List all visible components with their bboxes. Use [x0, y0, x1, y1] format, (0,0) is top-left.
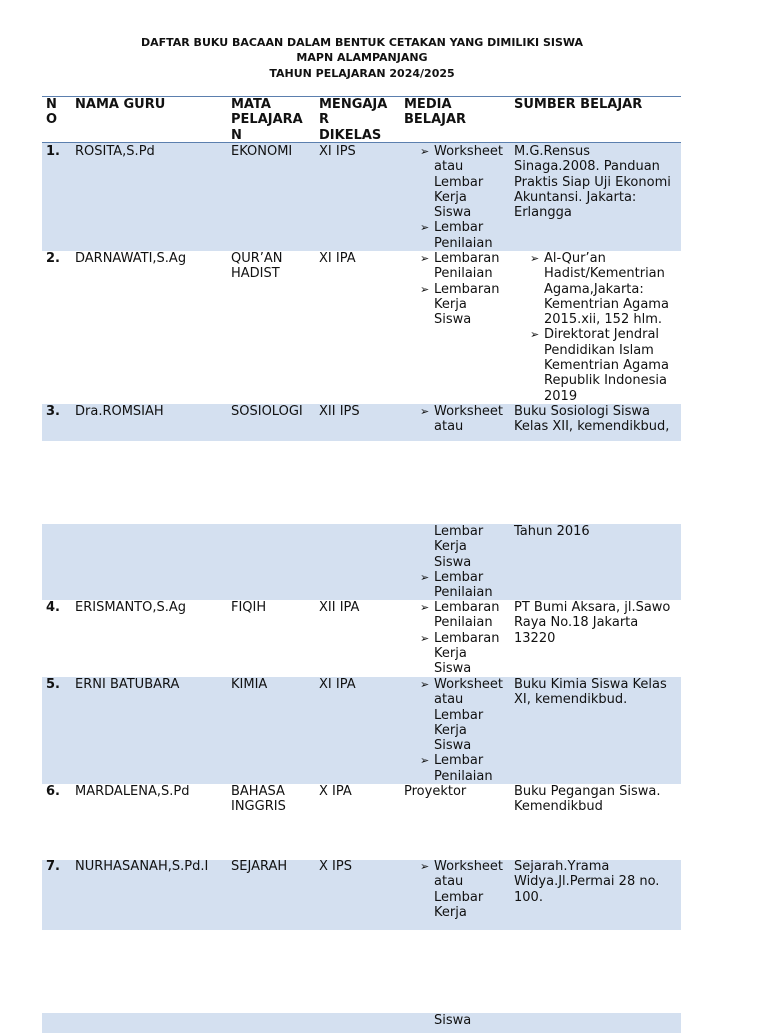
title-line-2: MAPN ALAMPANJANG — [296, 51, 428, 64]
media-line: Siswa — [434, 205, 472, 221]
subject-line: HADIST — [231, 266, 280, 282]
class: X IPA — [319, 784, 352, 799]
subject: SEJARAH — [231, 859, 288, 874]
source: Tahun 2016 — [514, 524, 590, 539]
row-number: 5. — [46, 677, 60, 692]
subject: KIMIA — [231, 677, 268, 692]
source-line: XI, kemendikbud. — [514, 692, 628, 708]
source — [514, 600, 670, 646]
teacher-name: NURHASANAH,S.Pd.I — [75, 859, 209, 874]
source-item — [530, 327, 669, 403]
media-line: Siswa — [434, 312, 472, 328]
media-list — [420, 144, 503, 251]
source — [514, 404, 669, 435]
source-line: Kementrian Agama — [544, 358, 669, 374]
source-line: Agama,Jakarta: — [544, 281, 644, 297]
header-mapel-line: PELAJARA — [231, 112, 303, 128]
media-line: Siswa — [434, 738, 472, 754]
source-line: 13220 — [514, 630, 556, 646]
class: XI IPA — [319, 677, 356, 692]
source-line: Raya No.18 Jakarta — [514, 615, 639, 631]
source-line: Kementrian Agama — [544, 296, 669, 312]
row-number: 4. — [46, 600, 60, 615]
media-line: ➢ Lembaran — [434, 281, 500, 297]
header-no-line: O — [46, 112, 58, 128]
row-number: 6. — [46, 784, 60, 799]
media-line: ➢ Lembaran — [434, 600, 500, 615]
media-line: Kerja — [434, 645, 467, 661]
media-line: ➢ Lembar — [434, 570, 484, 585]
header-kelas-line: DIKELAS — [319, 127, 382, 143]
subject: FIQIH — [231, 600, 267, 615]
row-band-7-cont — [42, 1013, 681, 1033]
media-item — [420, 282, 499, 328]
class: XII IPA — [319, 600, 360, 615]
teacher-name: ERISMANTO,S.Ag — [75, 600, 187, 615]
header-mapel-line: MATA — [231, 97, 271, 112]
media-line: ➢ Lembar — [434, 753, 484, 769]
source-line: Widya.Jl.Permai 28 no. — [514, 874, 660, 890]
teacher-name: DARNAWATI,S.Ag — [75, 251, 187, 266]
header-media-line: MEDIA — [404, 97, 452, 112]
source-line: Sejarah.Yrama — [514, 859, 610, 874]
media-line: Siswa — [434, 661, 472, 677]
source-line: Akuntansi. Jakarta: — [514, 189, 637, 205]
header-no — [46, 97, 57, 128]
source — [514, 677, 667, 708]
subject-line: QUR’AN — [231, 251, 283, 266]
subject-line: BAHASA — [231, 784, 285, 799]
header-media-belajar — [404, 97, 466, 128]
source-line: Kelas XII, kemendikbud, — [514, 419, 670, 435]
media-line: atau — [434, 159, 464, 175]
source — [514, 859, 659, 905]
source-line: Republik Indonesia — [544, 373, 667, 389]
header-media-line: BELAJAR — [404, 112, 467, 128]
media-list — [420, 859, 503, 920]
header-kelas-line: R — [319, 112, 330, 128]
media-line: ➢ Lembar — [434, 220, 484, 236]
source — [514, 784, 660, 815]
source-line: 2019 — [544, 388, 578, 404]
header-nama-guru: NAMA GURU — [75, 97, 166, 112]
media-line: Penilaian — [434, 615, 493, 631]
subject — [231, 251, 283, 282]
teacher-name: ERNI BATUBARA — [75, 677, 180, 692]
media-line: ➢ Worksheet — [434, 404, 504, 419]
media-line: ➢ Worksheet — [434, 144, 504, 159]
media-line: ➢ Lembaran — [434, 251, 500, 266]
media-item — [420, 859, 503, 920]
media-item — [420, 144, 503, 220]
media-item — [420, 753, 503, 784]
class: XI IPS — [319, 144, 356, 159]
media-line: Lembar — [434, 889, 484, 905]
source-line: Sinaga.2008. Panduan — [514, 159, 660, 175]
media-line: Lembar — [434, 174, 484, 190]
media-line: Kerja — [434, 722, 467, 738]
media-line: Kerja — [434, 296, 467, 312]
media-list — [420, 677, 503, 784]
media-line: Penilaian — [434, 768, 493, 784]
class: XI IPA — [319, 251, 356, 266]
subject: EKONOMI — [231, 144, 293, 159]
teacher-name: ROSITA,S.Pd — [75, 144, 155, 159]
source-list — [530, 251, 669, 404]
subject — [231, 784, 286, 815]
media-item — [420, 404, 503, 435]
source-line: Buku Pegangan Siswa. — [514, 784, 661, 799]
header-mapel-line: N — [231, 127, 242, 143]
media-line: atau — [434, 874, 464, 890]
source-line: M.G.Rensus — [514, 144, 591, 159]
media-text: Proyektor — [404, 784, 467, 799]
class: XII IPS — [319, 404, 360, 419]
media-item — [420, 677, 503, 753]
media-list — [420, 570, 493, 601]
media-line: Kerja — [434, 904, 467, 920]
media-list — [420, 251, 499, 327]
header-kelas-line: MENGAJA — [319, 97, 388, 112]
media-item — [420, 631, 499, 677]
source — [514, 144, 671, 220]
media-line: Penilaian — [434, 585, 493, 601]
source-line: 100. — [514, 889, 543, 905]
media-list — [420, 600, 499, 676]
header-mengajar-dikelas — [319, 97, 387, 143]
media-line: ➢ Worksheet — [434, 677, 504, 692]
source-line: Erlangga — [514, 205, 572, 221]
subject: SOSIOLOGI — [231, 404, 303, 419]
media-line: Penilaian — [434, 235, 493, 251]
class: X IPS — [319, 859, 352, 874]
media-line: Siswa — [434, 554, 472, 570]
media-line: ➢ Worksheet — [434, 859, 504, 874]
source-line: ➢ Al-Qur’an — [544, 251, 606, 266]
source-line: Buku Kimia Siswa Kelas — [514, 677, 667, 692]
header-no-line: N — [46, 97, 57, 112]
row-number: 7. — [46, 859, 60, 874]
media-continued: Siswa — [434, 1013, 472, 1028]
header-sumber-belajar: SUMBER BELAJAR — [514, 97, 643, 112]
teacher-name: Dra.ROMSIAH — [75, 404, 164, 419]
source-item — [530, 251, 669, 327]
source-line: ➢ Direktorat Jendral — [544, 327, 660, 343]
media-line: Kerja — [434, 539, 467, 555]
header-mata-pelajaran — [231, 97, 303, 143]
row-number: 1. — [46, 144, 60, 159]
media-line: Penilaian — [434, 266, 493, 282]
source-line: Pendidikan Islam — [544, 342, 654, 358]
media-continued — [434, 524, 483, 570]
source-line: Kemendikbud — [514, 799, 603, 815]
media-line: ➢ Lembaran — [434, 630, 500, 646]
media-line: atau — [434, 692, 464, 708]
media-line: Kerja — [434, 189, 467, 205]
media-line: atau — [434, 419, 464, 435]
subject-line: INGGRIS — [231, 799, 286, 815]
title-line-3: TAHUN PELAJARAN 2024/2025 — [269, 67, 455, 80]
media-item — [420, 570, 493, 601]
source-line: Buku Sosiologi Siswa — [514, 404, 650, 419]
media-item — [420, 600, 499, 631]
media-line: Lembar — [434, 707, 484, 723]
media-list — [420, 404, 503, 435]
row-number: 2. — [46, 251, 60, 266]
row-number: 3. — [46, 404, 60, 419]
title-line-1: DAFTAR BUKU BACAAN DALAM BENTUK CETAKAN YANG DIMILIKI SISWA — [140, 36, 584, 49]
teacher-name: MARDALENA,S.Pd — [75, 784, 190, 799]
source-line: Praktis Siap Uji Ekonomi — [514, 174, 671, 190]
media-item — [420, 251, 499, 282]
media-line: Lembar — [434, 524, 484, 539]
source-line: Hadist/Kementrian — [544, 266, 665, 282]
source-line: PT Bumi Aksara, jl.Sawo — [514, 600, 671, 615]
source-line: 2015.xii, 152 hlm. — [544, 312, 662, 328]
media-item — [420, 220, 503, 251]
